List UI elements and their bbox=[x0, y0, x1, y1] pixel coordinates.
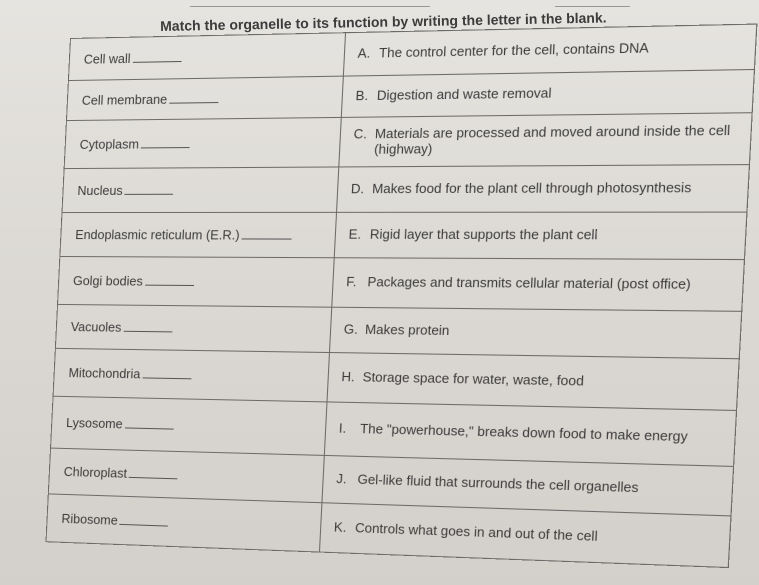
function-letter: K. bbox=[333, 520, 347, 535]
answer-blank[interactable] bbox=[169, 90, 219, 104]
answer-blank[interactable] bbox=[124, 415, 173, 429]
function-description: The "powerhouse," breaks down food to make energy bbox=[359, 421, 689, 445]
organelle-name: Ribosome bbox=[61, 511, 119, 528]
function-letter: G. bbox=[343, 322, 359, 337]
function-description: Packages and transmits cellular material (post office) bbox=[367, 274, 692, 293]
function-cell bbox=[341, 69, 754, 117]
answer-blank[interactable] bbox=[132, 49, 181, 63]
function-letter: D. bbox=[350, 181, 365, 197]
function-cell bbox=[337, 165, 750, 213]
function-description: Materials are processed and moved around inside the cell (highway) bbox=[373, 122, 731, 157]
organelle-name: Nucleus bbox=[77, 183, 124, 199]
function-cell bbox=[334, 212, 747, 259]
answer-blank[interactable] bbox=[125, 182, 174, 195]
organelle-name: Cell wall bbox=[83, 51, 131, 67]
function-description: The control center for the cell, contains DNA bbox=[378, 40, 650, 61]
function-description: Digestion and waste removal bbox=[376, 85, 552, 104]
instructions-heading: Match the organelle to its function by writing the letter in the blank. bbox=[160, 9, 607, 34]
table-row bbox=[60, 212, 747, 259]
organelle-name: Lysosome bbox=[65, 416, 124, 432]
date-line bbox=[555, 6, 630, 7]
organelle-name: Mitochondria bbox=[68, 366, 141, 382]
table-row bbox=[62, 165, 749, 213]
answer-blank[interactable] bbox=[120, 512, 169, 527]
answer-blank[interactable] bbox=[141, 135, 190, 149]
answer-blank[interactable] bbox=[129, 465, 178, 480]
function-cell bbox=[332, 258, 745, 312]
function-letter: F. bbox=[345, 274, 357, 290]
organelle-cell bbox=[68, 33, 345, 81]
function-cell bbox=[343, 24, 756, 76]
table-row bbox=[64, 113, 752, 169]
answer-blank[interactable] bbox=[142, 365, 191, 379]
function-letter: J. bbox=[335, 471, 348, 487]
organelle-cell bbox=[53, 348, 329, 402]
name-line bbox=[190, 6, 430, 7]
matching-table-wrapper bbox=[45, 24, 757, 569]
organelle-name: Vacuoles bbox=[70, 320, 122, 335]
answer-blank[interactable] bbox=[145, 273, 194, 286]
organelle-cell bbox=[66, 76, 343, 120]
organelle-name: Cell membrane bbox=[81, 92, 168, 108]
function-letter: A. bbox=[357, 46, 371, 61]
answer-blank[interactable] bbox=[123, 319, 172, 333]
organelle-cell bbox=[60, 212, 337, 257]
function-description: Rigid layer that supports the plant cell bbox=[369, 227, 599, 243]
function-description: Storage space for water, waste, food bbox=[362, 370, 585, 389]
function-letter: I. bbox=[338, 421, 347, 436]
function-description: Gel-like fluid that surrounds the cell organelles bbox=[357, 472, 639, 496]
answer-blank[interactable] bbox=[241, 226, 292, 239]
organelle-name: Golgi bodies bbox=[72, 274, 144, 289]
matching-table bbox=[45, 24, 757, 569]
function-letter: C. bbox=[353, 126, 368, 142]
organelle-cell bbox=[51, 396, 327, 455]
function-cell bbox=[329, 307, 741, 359]
function-cell bbox=[327, 353, 739, 411]
organelle-cell bbox=[58, 257, 335, 308]
function-description: Controls what goes in and out of the cell bbox=[354, 520, 599, 544]
organelle-cell bbox=[62, 167, 339, 213]
organelle-name: Chloroplast bbox=[63, 464, 128, 481]
function-description: Makes protein bbox=[364, 322, 450, 339]
organelle-name: Endoplasmic reticulum (E.R.) bbox=[74, 228, 240, 243]
function-letter: H. bbox=[341, 369, 356, 385]
organelle-cell bbox=[55, 304, 331, 352]
function-letter: B. bbox=[355, 88, 369, 104]
table-row bbox=[58, 257, 745, 312]
organelle-cell bbox=[64, 117, 341, 168]
function-cell bbox=[339, 113, 752, 167]
organelle-cell bbox=[46, 494, 322, 552]
function-letter: E. bbox=[348, 227, 362, 242]
function-description: Makes food for the plant cell through photosynthesis bbox=[371, 180, 692, 197]
organelle-name: Cytoplasm bbox=[79, 137, 140, 152]
